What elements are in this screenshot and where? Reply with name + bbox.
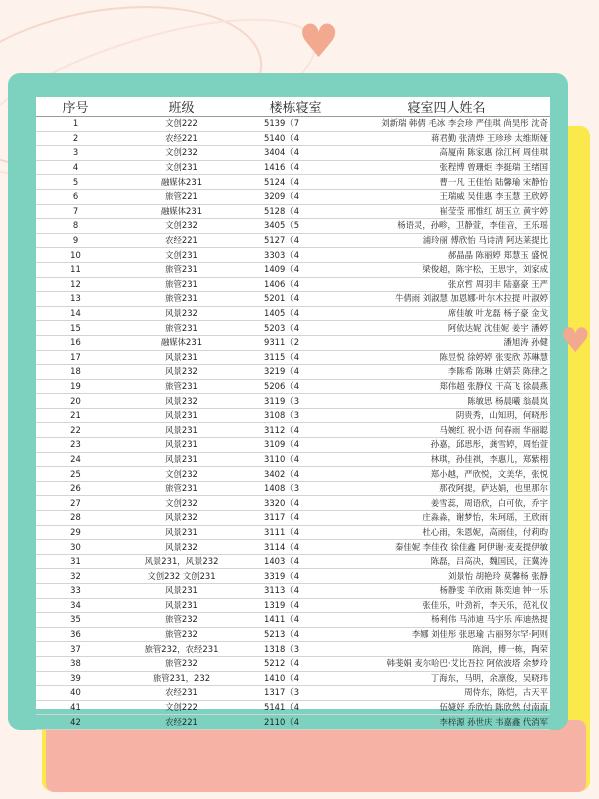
table-row <box>36 613 550 628</box>
row-names: 蒋君勤 张清烨 王珍珍 太维斯娅 <box>343 131 550 146</box>
table-row <box>36 350 550 365</box>
row-index: 6 <box>36 189 115 204</box>
row-room: 3108（3 <box>248 408 343 423</box>
row-index: 7 <box>36 204 115 219</box>
row-names: 陈敏思 杨晨曦 翁晨岚 <box>343 394 550 409</box>
row-index: 3 <box>36 146 115 161</box>
heart-icon: ♥ <box>560 321 591 361</box>
row-index: 31 <box>36 554 115 569</box>
row-class: 风景232 <box>115 540 248 555</box>
row-names: 潘旭涛 孙健 <box>343 335 550 350</box>
table-row <box>36 117 550 132</box>
row-index: 25 <box>36 467 115 482</box>
table-header-row <box>36 97 550 117</box>
row-names: 韩斐娟 麦尔哈巴·艾比吾拉 阿依波塔 余梦玲 <box>343 656 550 671</box>
row-names: 刘景怡 胡艳玲 莫馨杨 张静 <box>343 569 550 584</box>
table-row <box>36 189 550 204</box>
row-index: 8 <box>36 219 115 234</box>
table-row <box>36 452 550 467</box>
row-room: 3111（4 <box>248 525 343 540</box>
table-row <box>36 233 550 248</box>
row-index: 30 <box>36 540 115 555</box>
row-room: 1406（4 <box>248 277 343 292</box>
table-row <box>36 365 550 380</box>
row-class: 风景232 <box>115 394 248 409</box>
row-class: 文创222 <box>115 117 248 132</box>
row-index: 24 <box>36 452 115 467</box>
row-room: 5139（7 <box>248 117 343 132</box>
table-row <box>36 554 550 569</box>
row-names: 王瑞威 吴佳惠 李玉慧 王欣婷 <box>343 189 550 204</box>
table-body <box>36 117 550 730</box>
row-index: 23 <box>36 438 115 453</box>
row-class: 风景231 <box>115 408 248 423</box>
row-room: 1317（3 <box>248 686 343 701</box>
row-room: 3114（4 <box>248 540 343 555</box>
table-row <box>36 496 550 511</box>
row-index: 2 <box>36 131 115 146</box>
row-names: 梁俊超，陈宇松，王思宇，刘家成 <box>343 262 550 277</box>
row-names: 李梓源 孙世庆 韦嘉鑫 代消军 <box>343 715 550 730</box>
table-row <box>36 335 550 350</box>
row-index: 28 <box>36 511 115 526</box>
row-class: 旅管232 <box>115 656 248 671</box>
row-room: 3117（4 <box>248 511 343 526</box>
row-names: 阴贵秀，山知玥，何晓彤 <box>343 408 550 423</box>
table-row <box>36 321 550 336</box>
row-names: 郑小越，严欣悦，文美华，张悦 <box>343 467 550 482</box>
table-row <box>36 481 550 496</box>
header-index: 序号 <box>36 97 115 117</box>
row-class: 风景232 <box>115 306 248 321</box>
row-names: 杜心雨，朱恩妮，高雨佳，付莉昀 <box>343 525 550 540</box>
row-room: 1408（3 <box>248 481 343 496</box>
row-class: 风景231 <box>115 598 248 613</box>
row-names: 李陈希 陈琳 庄婧芸 陈律之 <box>343 365 550 380</box>
row-room: 9311（2 <box>248 335 343 350</box>
row-class: 风景231，风景232 <box>115 554 248 569</box>
row-names: 周侍东，陈恺，古天平 <box>343 686 550 701</box>
row-index: 34 <box>36 598 115 613</box>
row-class: 旅管231 <box>115 481 248 496</box>
row-room: 3119（3 <box>248 394 343 409</box>
row-class: 风景232 <box>115 365 248 380</box>
row-room: 5128（4 <box>248 204 343 219</box>
row-index: 15 <box>36 321 115 336</box>
row-index: 13 <box>36 292 115 307</box>
row-class: 旅管221 <box>115 189 248 204</box>
row-class: 文创232 <box>115 219 248 234</box>
row-index: 17 <box>36 350 115 365</box>
row-room: 1403（4 <box>248 554 343 569</box>
table-row <box>36 511 550 526</box>
table-row <box>36 219 550 234</box>
header-room: 楼栋寝室 <box>248 97 343 117</box>
row-names: 李娜 刘佳彤 张思瑜 古丽努尔罕·阿则 <box>343 627 550 642</box>
row-class: 农经221 <box>115 715 248 730</box>
table-row <box>36 408 550 423</box>
table-row <box>36 642 550 657</box>
row-names: 席佳敏 叶龙磊 杨子豪 金戈 <box>343 306 550 321</box>
row-names: 马婉红 祝小语 何春雨 华丽聪 <box>343 423 550 438</box>
row-names: 秦佳妮 李佳孜 徐佳鑫 阿伊谢·麦麦提伊敏 <box>343 540 550 555</box>
table-row <box>36 467 550 482</box>
table-row <box>36 394 550 409</box>
row-names: 郝晶晶 陈丽婷 郑慧玉 盛悦 <box>343 248 550 263</box>
row-index: 38 <box>36 656 115 671</box>
row-names: 孙嘉，邱思彤，龚雪婷，周怡萱 <box>343 438 550 453</box>
row-room: 3110（4 <box>248 452 343 467</box>
row-names: 张京哲 周羽丰 陆嘉豪 王严 <box>343 277 550 292</box>
row-class: 文创232 <box>115 467 248 482</box>
row-index: 29 <box>36 525 115 540</box>
row-index: 41 <box>36 700 115 715</box>
row-class: 旅管231 <box>115 292 248 307</box>
row-room: 3209（4 <box>248 189 343 204</box>
table-row <box>36 715 550 730</box>
row-names: 杨利伟 马沛迪 马宇乐 库迪热提 <box>343 613 550 628</box>
table-row <box>36 656 550 671</box>
table-row <box>36 584 550 599</box>
row-index: 26 <box>36 481 115 496</box>
row-index: 21 <box>36 408 115 423</box>
row-class: 文创231 <box>115 160 248 175</box>
row-class: 文创232 <box>115 146 248 161</box>
row-index: 14 <box>36 306 115 321</box>
row-class: 农经221 <box>115 131 248 146</box>
row-names: 张佳乐，叶劲祈，李天乐，范礼仪 <box>343 598 550 613</box>
row-names: 林琪，孙佳祺，李惠儿，郑紫栩 <box>343 452 550 467</box>
table-row <box>36 379 550 394</box>
row-names: 崔莹莹 邢惟红 胡玉立 黄宇婷 <box>343 204 550 219</box>
row-index: 18 <box>36 365 115 380</box>
row-class: 融媒体231 <box>115 175 248 190</box>
header-class: 班级 <box>115 97 248 117</box>
row-class: 风景231 <box>115 452 248 467</box>
row-room: 3115（4 <box>248 350 343 365</box>
row-class: 文创222 <box>115 700 248 715</box>
pink-backdrop <box>46 720 586 792</box>
row-room: 3404（4 <box>248 146 343 161</box>
row-room: 3402（4 <box>248 467 343 482</box>
table-row <box>36 525 550 540</box>
table-row <box>36 160 550 175</box>
row-class: 旅管232 <box>115 613 248 628</box>
row-room: 5201（4 <box>248 292 343 307</box>
table-row <box>36 671 550 686</box>
row-index: 9 <box>36 233 115 248</box>
row-index: 27 <box>36 496 115 511</box>
row-names: 曹一凡 王佳怡 陆馨瑜 宋静怡 <box>343 175 550 190</box>
table-row <box>36 686 550 701</box>
row-names: 姜雪蕊，周语欣，白可依，乔宇 <box>343 496 550 511</box>
row-index: 4 <box>36 160 115 175</box>
table-row <box>36 423 550 438</box>
row-room: 3303（4 <box>248 248 343 263</box>
row-index: 22 <box>36 423 115 438</box>
row-room: 1411（4 <box>248 613 343 628</box>
row-names: 杨静雯 羊欣雨 陈奕迪 钟一乐 <box>343 584 550 599</box>
table-row <box>36 204 550 219</box>
row-room: 3109（4 <box>248 438 343 453</box>
header-names: 寝室四人姓名 <box>343 97 550 117</box>
row-names: 刘新瑞 韩倩 毛冰 李会珍 严佳琪 尚昊彤 沈奇 <box>343 117 550 132</box>
row-class: 农经221 <box>115 233 248 248</box>
row-class: 风景231 <box>115 584 248 599</box>
row-class: 农经231 <box>115 686 248 701</box>
row-room: 3112（4 <box>248 423 343 438</box>
row-index: 39 <box>36 671 115 686</box>
row-room: 3405（5 <box>248 219 343 234</box>
row-class: 风景231 <box>115 525 248 540</box>
row-index: 12 <box>36 277 115 292</box>
row-class: 旅管231 <box>115 277 248 292</box>
row-room: 1318（3 <box>248 642 343 657</box>
row-class: 文创232 文创231 <box>115 569 248 584</box>
row-class: 旅管231 <box>115 262 248 277</box>
row-index: 16 <box>36 335 115 350</box>
row-names: 浦玲丽 傅欣怡 马诗清 阿达莱提比 <box>343 233 550 248</box>
row-names: 高厦南 陈家惠 徐江柯 周佳琪 <box>343 146 550 161</box>
row-class: 旅管232，农经231 <box>115 642 248 657</box>
row-room: 5124（4 <box>248 175 343 190</box>
table-row <box>36 540 550 555</box>
table-row <box>36 262 550 277</box>
row-class: 风景231 <box>115 350 248 365</box>
heart-icon: ♥ <box>298 14 340 68</box>
row-class: 风景231 <box>115 423 248 438</box>
row-names: 阿依达妮 沈佳妮 姜宇 潘婷 <box>343 321 550 336</box>
row-index: 19 <box>36 379 115 394</box>
row-index: 42 <box>36 715 115 730</box>
table-row <box>36 146 550 161</box>
dorm-table-sheet <box>36 97 550 727</box>
row-class: 文创232 <box>115 496 248 511</box>
table-row <box>36 598 550 613</box>
table-row <box>36 569 550 584</box>
row-room: 1409（4 <box>248 262 343 277</box>
row-index: 10 <box>36 248 115 263</box>
table-row <box>36 292 550 307</box>
row-room: 3320（4 <box>248 496 343 511</box>
row-index: 37 <box>36 642 115 657</box>
row-index: 35 <box>36 613 115 628</box>
row-room: 5141（4 <box>248 700 343 715</box>
row-names: 陈磊，吕高决，魏国民，汪冀涛 <box>343 554 550 569</box>
row-class: 旅管231 <box>115 321 248 336</box>
row-room: 1319（4 <box>248 598 343 613</box>
dorm-roster-table <box>36 97 550 730</box>
row-index: 40 <box>36 686 115 701</box>
row-class: 文创231 <box>115 248 248 263</box>
row-class: 风景231 <box>115 438 248 453</box>
row-class: 旅管232 <box>115 627 248 642</box>
row-index: 32 <box>36 569 115 584</box>
row-names: 伍婕妤 乔欣怡 陈欣然 付南南 <box>343 700 550 715</box>
row-room: 3113（4 <box>248 584 343 599</box>
row-names: 张程博 曾珊炬 李挺瑞 王绪国 <box>343 160 550 175</box>
row-class: 风景232 <box>115 511 248 526</box>
row-names: 陈昱悦 徐婷婷 张雯欣 苏琳慧 <box>343 350 550 365</box>
row-index: 5 <box>36 175 115 190</box>
row-class: 旅管231，232 <box>115 671 248 686</box>
row-room: 3319（4 <box>248 569 343 584</box>
row-class: 融媒体231 <box>115 335 248 350</box>
table-row <box>36 131 550 146</box>
row-room: 5213（4 <box>248 627 343 642</box>
row-room: 5140（4 <box>248 131 343 146</box>
table-row <box>36 700 550 715</box>
row-class: 旅管231 <box>115 379 248 394</box>
row-room: 5212（4 <box>248 656 343 671</box>
table-row <box>36 248 550 263</box>
row-room: 5127（4 <box>248 233 343 248</box>
table-row <box>36 277 550 292</box>
row-names: 丁海东，马明，余凛俊，吴晓玮 <box>343 671 550 686</box>
row-room: 5206（4 <box>248 379 343 394</box>
table-row <box>36 306 550 321</box>
row-index: 11 <box>36 262 115 277</box>
table-row <box>36 438 550 453</box>
table-row <box>36 627 550 642</box>
row-names: 庄淼淼，谢梦怡，朱珂瑶，王欣雨 <box>343 511 550 526</box>
row-names: 陈润，傅一栋，陶荣 <box>343 642 550 657</box>
row-room: 1405（4 <box>248 306 343 321</box>
row-names: 杨语灵，孙畛，卫静萱，李佳音，王乐瑶 <box>343 219 550 234</box>
row-room: 5203（4 <box>248 321 343 336</box>
row-room: 1416（4 <box>248 160 343 175</box>
row-index: 20 <box>36 394 115 409</box>
row-names: 那孜阿提，萨达娟，也里那尔 <box>343 481 550 496</box>
row-index: 36 <box>36 627 115 642</box>
row-room: 3219（4 <box>248 365 343 380</box>
row-index: 1 <box>36 117 115 132</box>
row-index: 33 <box>36 584 115 599</box>
table-row <box>36 175 550 190</box>
row-room: 2110（4 <box>248 715 343 730</box>
row-room: 1410（4 <box>248 671 343 686</box>
row-class: 融媒体231 <box>115 204 248 219</box>
row-names: 牛倩雨 刘淑慧 加恩娜·叶尔木拉提 叶淑婷 <box>343 292 550 307</box>
row-names: 郑伟超 张静仪 干高飞 徐晨燕 <box>343 379 550 394</box>
